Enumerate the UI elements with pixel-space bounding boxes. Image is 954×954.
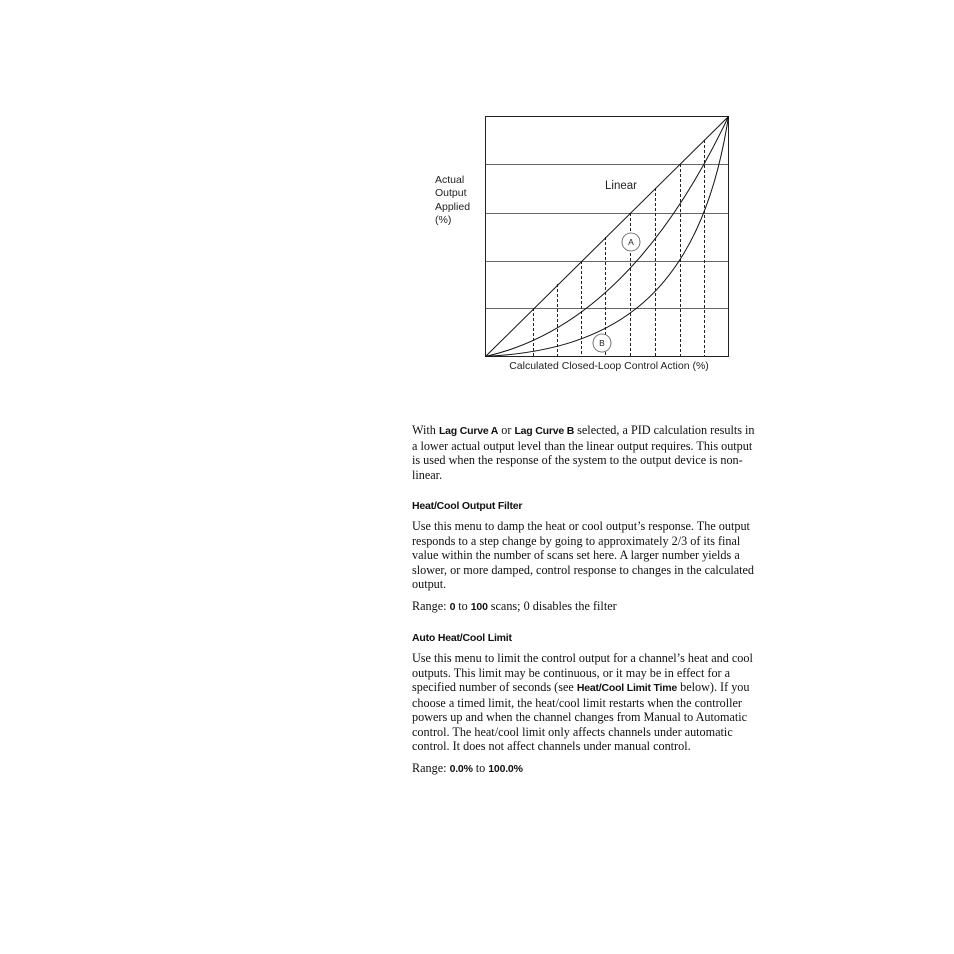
lag-curve-a-term: Lag Curve A (438, 425, 499, 437)
range-max: 100.0% (488, 762, 523, 775)
curve-a-label: A (628, 237, 634, 247)
lag-curve-b-term: Lag Curve B (514, 425, 575, 437)
y-axis-label-line: Output (435, 187, 467, 200)
y-axis-label-line: (%) (435, 214, 452, 227)
lag-curve-paragraph (412, 423, 760, 482)
heat-cool-limit-range (412, 761, 760, 777)
x-axis-label: Calculated Closed-Loop Control Action (%) (509, 360, 709, 372)
output-filter-range (412, 599, 760, 615)
text-run: or (498, 423, 515, 437)
text-run: With (412, 423, 439, 437)
range-max: 100 (470, 600, 488, 613)
section-heading-output-filter: Heat/Cool Output Filter (412, 500, 523, 512)
range-min: 0.0% (449, 762, 473, 775)
y-axis-label (435, 174, 495, 228)
heat-cool-limit-paragraph (412, 651, 760, 754)
text-run: below). If you choose a timed limit, the heat/cool limit restarts when the controller powers up and when the channel changes from Manual to Automatic control. The heat/cool limit only affects channels under automatic control. It does not affect channels under manual control. (412, 680, 750, 753)
linear-line (486, 117, 729, 357)
lag-curve-figure (0, 0, 954, 400)
heat-cool-limit-time-term: Heat/Cool Limit Time (576, 682, 678, 694)
document-body (412, 423, 760, 783)
section-heading-heat-cool-limit: Auto Heat/Cool Limit (412, 632, 512, 644)
y-axis-label-line: Actual (435, 174, 465, 186)
range-min: 0 (449, 600, 456, 613)
text-run: scans; 0 disables the filter (487, 598, 617, 613)
vertical-dashed-lines (534, 140, 705, 356)
output-filter-paragraph: Use this menu to damp the heat or cool output’s response. The output responds to a step change by going to approximately 2/3 of its final value within the number of scans set here. A larger number yields a slower, or more damped, control response to changes in the calculated output. (412, 519, 754, 591)
curve-b-label: B (599, 338, 605, 348)
text-run: Range: (412, 760, 450, 775)
text-run: to (472, 760, 489, 775)
y-axis-label-line: Applied (435, 200, 471, 213)
text-run: Use this menu to limit the control output for a channel’s heat and cool outputs. This limit may be continuous, or it may be in effect for a specified number of seconds (see (412, 651, 753, 694)
text-run: to (455, 598, 471, 613)
text-run: Range: (412, 598, 450, 613)
linear-label: Linear (605, 180, 637, 192)
text-run: selected, a PID calculation results in a lower actual output level than the linear output requires. This output is used when the response of the system to the output device is non-linear. (412, 423, 755, 482)
